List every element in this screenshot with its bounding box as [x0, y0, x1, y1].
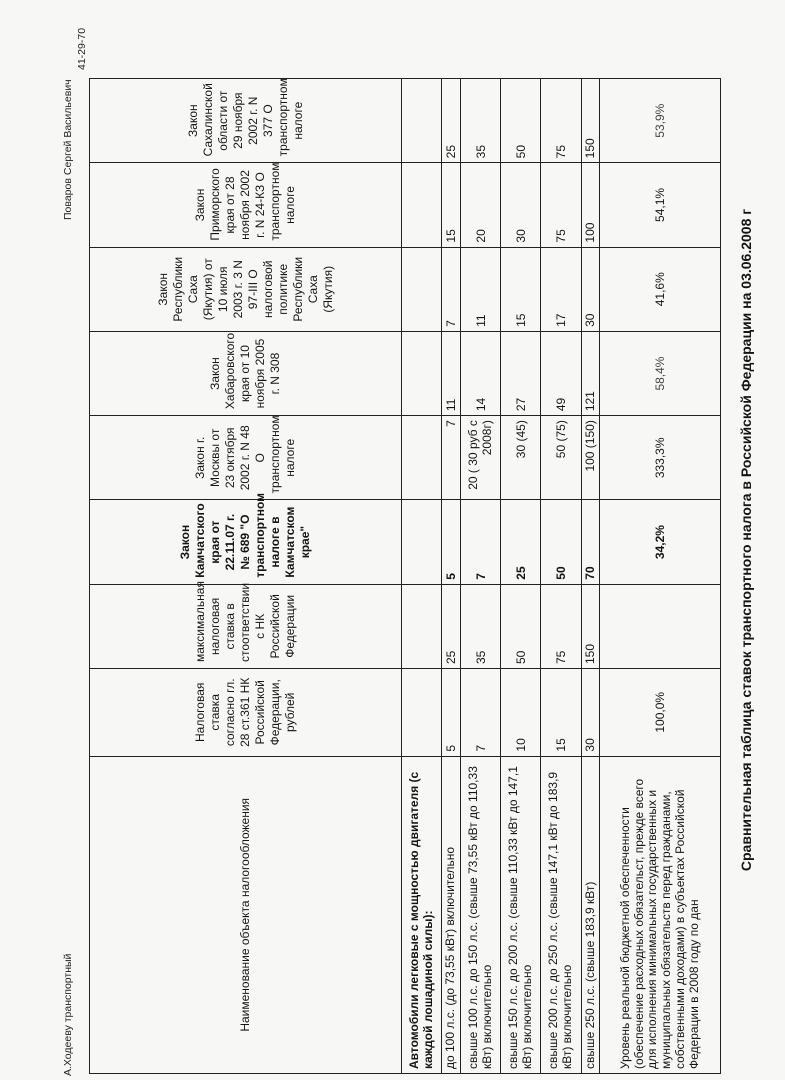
cell: 20: [461, 163, 501, 247]
table-header-row: [90, 79, 402, 1074]
cell: 34,2%: [600, 500, 721, 584]
cell: 70: [581, 500, 600, 584]
cell: 100,0%: [600, 669, 721, 757]
cell: 53,9%: [600, 79, 721, 163]
cell: 17: [541, 247, 581, 331]
row-name: Уровень реальной бюджетной обеспеченности (обеспечение расходных обязательст, прежде всего для исполнения минимальных государственных и муниципальных обязательств перед гражданами, собственными доходами) в субъектах Российской Федерации в 2008 году по дан: [600, 756, 721, 1073]
cell: 11: [442, 331, 461, 415]
row-name: свыше 150 л.с. до 200 л.с. (свыше 110,33 кВт до 147,1 кВт) включительно: [501, 756, 541, 1073]
footer-name: Поваров Сергей Васильевич: [62, 79, 74, 220]
cell: 30: [581, 247, 600, 331]
cell: 20 ( 30 руб с 2008г): [461, 416, 501, 500]
cell: [402, 331, 442, 415]
col-header-object: Наименование объекта налогообложения: [90, 756, 402, 1073]
cell: 30: [581, 669, 600, 757]
cell: 100: [581, 163, 600, 247]
cell: [402, 416, 442, 500]
cell: 25: [442, 584, 461, 668]
cell: 100 (150): [581, 416, 600, 500]
cell: 5: [442, 669, 461, 757]
cell: 7: [442, 416, 461, 500]
cell: 7: [461, 500, 501, 584]
col-header-sakha: Закон Республики Саха (Якутия) от 10 июля 2003 г. 3 N 97-III О налоговой политике Республики Саха (Якутия): [90, 247, 402, 331]
cell: [402, 79, 442, 163]
cell: 50 (75): [541, 416, 581, 500]
table-row: [600, 79, 721, 1074]
cell: 50: [501, 79, 541, 163]
cell: 25: [442, 79, 461, 163]
col-header-khabarovsk: Закон Хабаровского края от 10 ноября 2005 г. N 308: [90, 331, 402, 415]
table-row: [442, 79, 461, 1074]
cell: [600, 584, 721, 668]
tax-rate-table: [89, 78, 721, 1074]
cell: 58,4%: [600, 331, 721, 415]
col-header-primorsky: Закон Приморского края от 28 ноября 2002 г. N 24-КЗ О транспортном налоге: [90, 163, 402, 247]
cell: 11: [461, 247, 501, 331]
cell: 121: [581, 331, 600, 415]
table-row: [402, 79, 442, 1074]
cell: 150: [581, 584, 600, 668]
cell: 30 (45): [501, 416, 541, 500]
cell: [402, 500, 442, 584]
cell: [402, 669, 442, 757]
col-header-moscow: Закон г. Москвы от 23 октября 2002 г. N 48 О транспортном налоге: [90, 416, 402, 500]
col-header-kamchatka: Закон Камчатского края от 22.11.07 г. № 689 "О транспортном налоге в Камчатском крае": [90, 500, 402, 584]
cell: 41,6%: [600, 247, 721, 331]
col-header-sakhalin: Закон Сахалинской области от 29 ноября 2002 г. N 377 О транспортном налоге: [90, 79, 402, 163]
table-row: [581, 79, 600, 1074]
cell: 15: [442, 163, 461, 247]
cell: 35: [461, 584, 501, 668]
cell: 75: [541, 584, 581, 668]
cell: 35: [461, 79, 501, 163]
cell: 75: [541, 163, 581, 247]
cell: 7: [442, 247, 461, 331]
cell: 25: [501, 500, 541, 584]
cell: [402, 247, 442, 331]
cell: 10: [501, 669, 541, 757]
table-row: [501, 79, 541, 1074]
footer-left-note: А.Ходееву транспортный: [62, 953, 74, 1076]
cell: 54,1%: [600, 163, 721, 247]
row-name: Автомобили легковые с мощностью двигателя (с каждой лошадиной силы):: [402, 756, 442, 1073]
row-name: свыше 100 л.с. до 150 л.с. (свыше 73,55 кВт до 110,33 кВт) включительно: [461, 756, 501, 1073]
table-row: [541, 79, 581, 1074]
cell: 49: [541, 331, 581, 415]
row-name: свыше 200 л.с. до 250 л.с. (свыше 147,1 кВт до 183,9 кВт) включительно: [541, 756, 581, 1073]
cell: 5: [442, 500, 461, 584]
cell: 7: [461, 669, 501, 757]
row-name: свыше 250 л.с. (свыше 183,9 кВт): [581, 756, 600, 1073]
cell: 27: [501, 331, 541, 415]
row-name: до 100 л.с. (до 73,55 кВт) включительно: [442, 756, 461, 1073]
cell: 150: [581, 79, 600, 163]
col-header-max-rate: максимальная налоговая ставка в стоответствии с НК Российской Федерации: [90, 584, 402, 668]
cell: 50: [541, 500, 581, 584]
cell: 333,3%: [600, 416, 721, 500]
document-title: Сравнительная таблица ставок транспортного налога в Российской Федерации на 03.06.2008 г: [738, 208, 754, 872]
cell: [402, 163, 442, 247]
cell: 15: [541, 669, 581, 757]
cell: [402, 584, 442, 668]
cell: 30: [501, 163, 541, 247]
cell: 75: [541, 79, 581, 163]
table-row: [461, 79, 501, 1074]
col-header-nk-rate: Налоговая ставка согласно гл. 28 ст.361 НК Российской Федерации, рублей: [90, 669, 402, 757]
cell: 14: [461, 331, 501, 415]
cell: 50: [501, 584, 541, 668]
footer-phone: 41-29-70: [76, 27, 88, 70]
cell: 15: [501, 247, 541, 331]
